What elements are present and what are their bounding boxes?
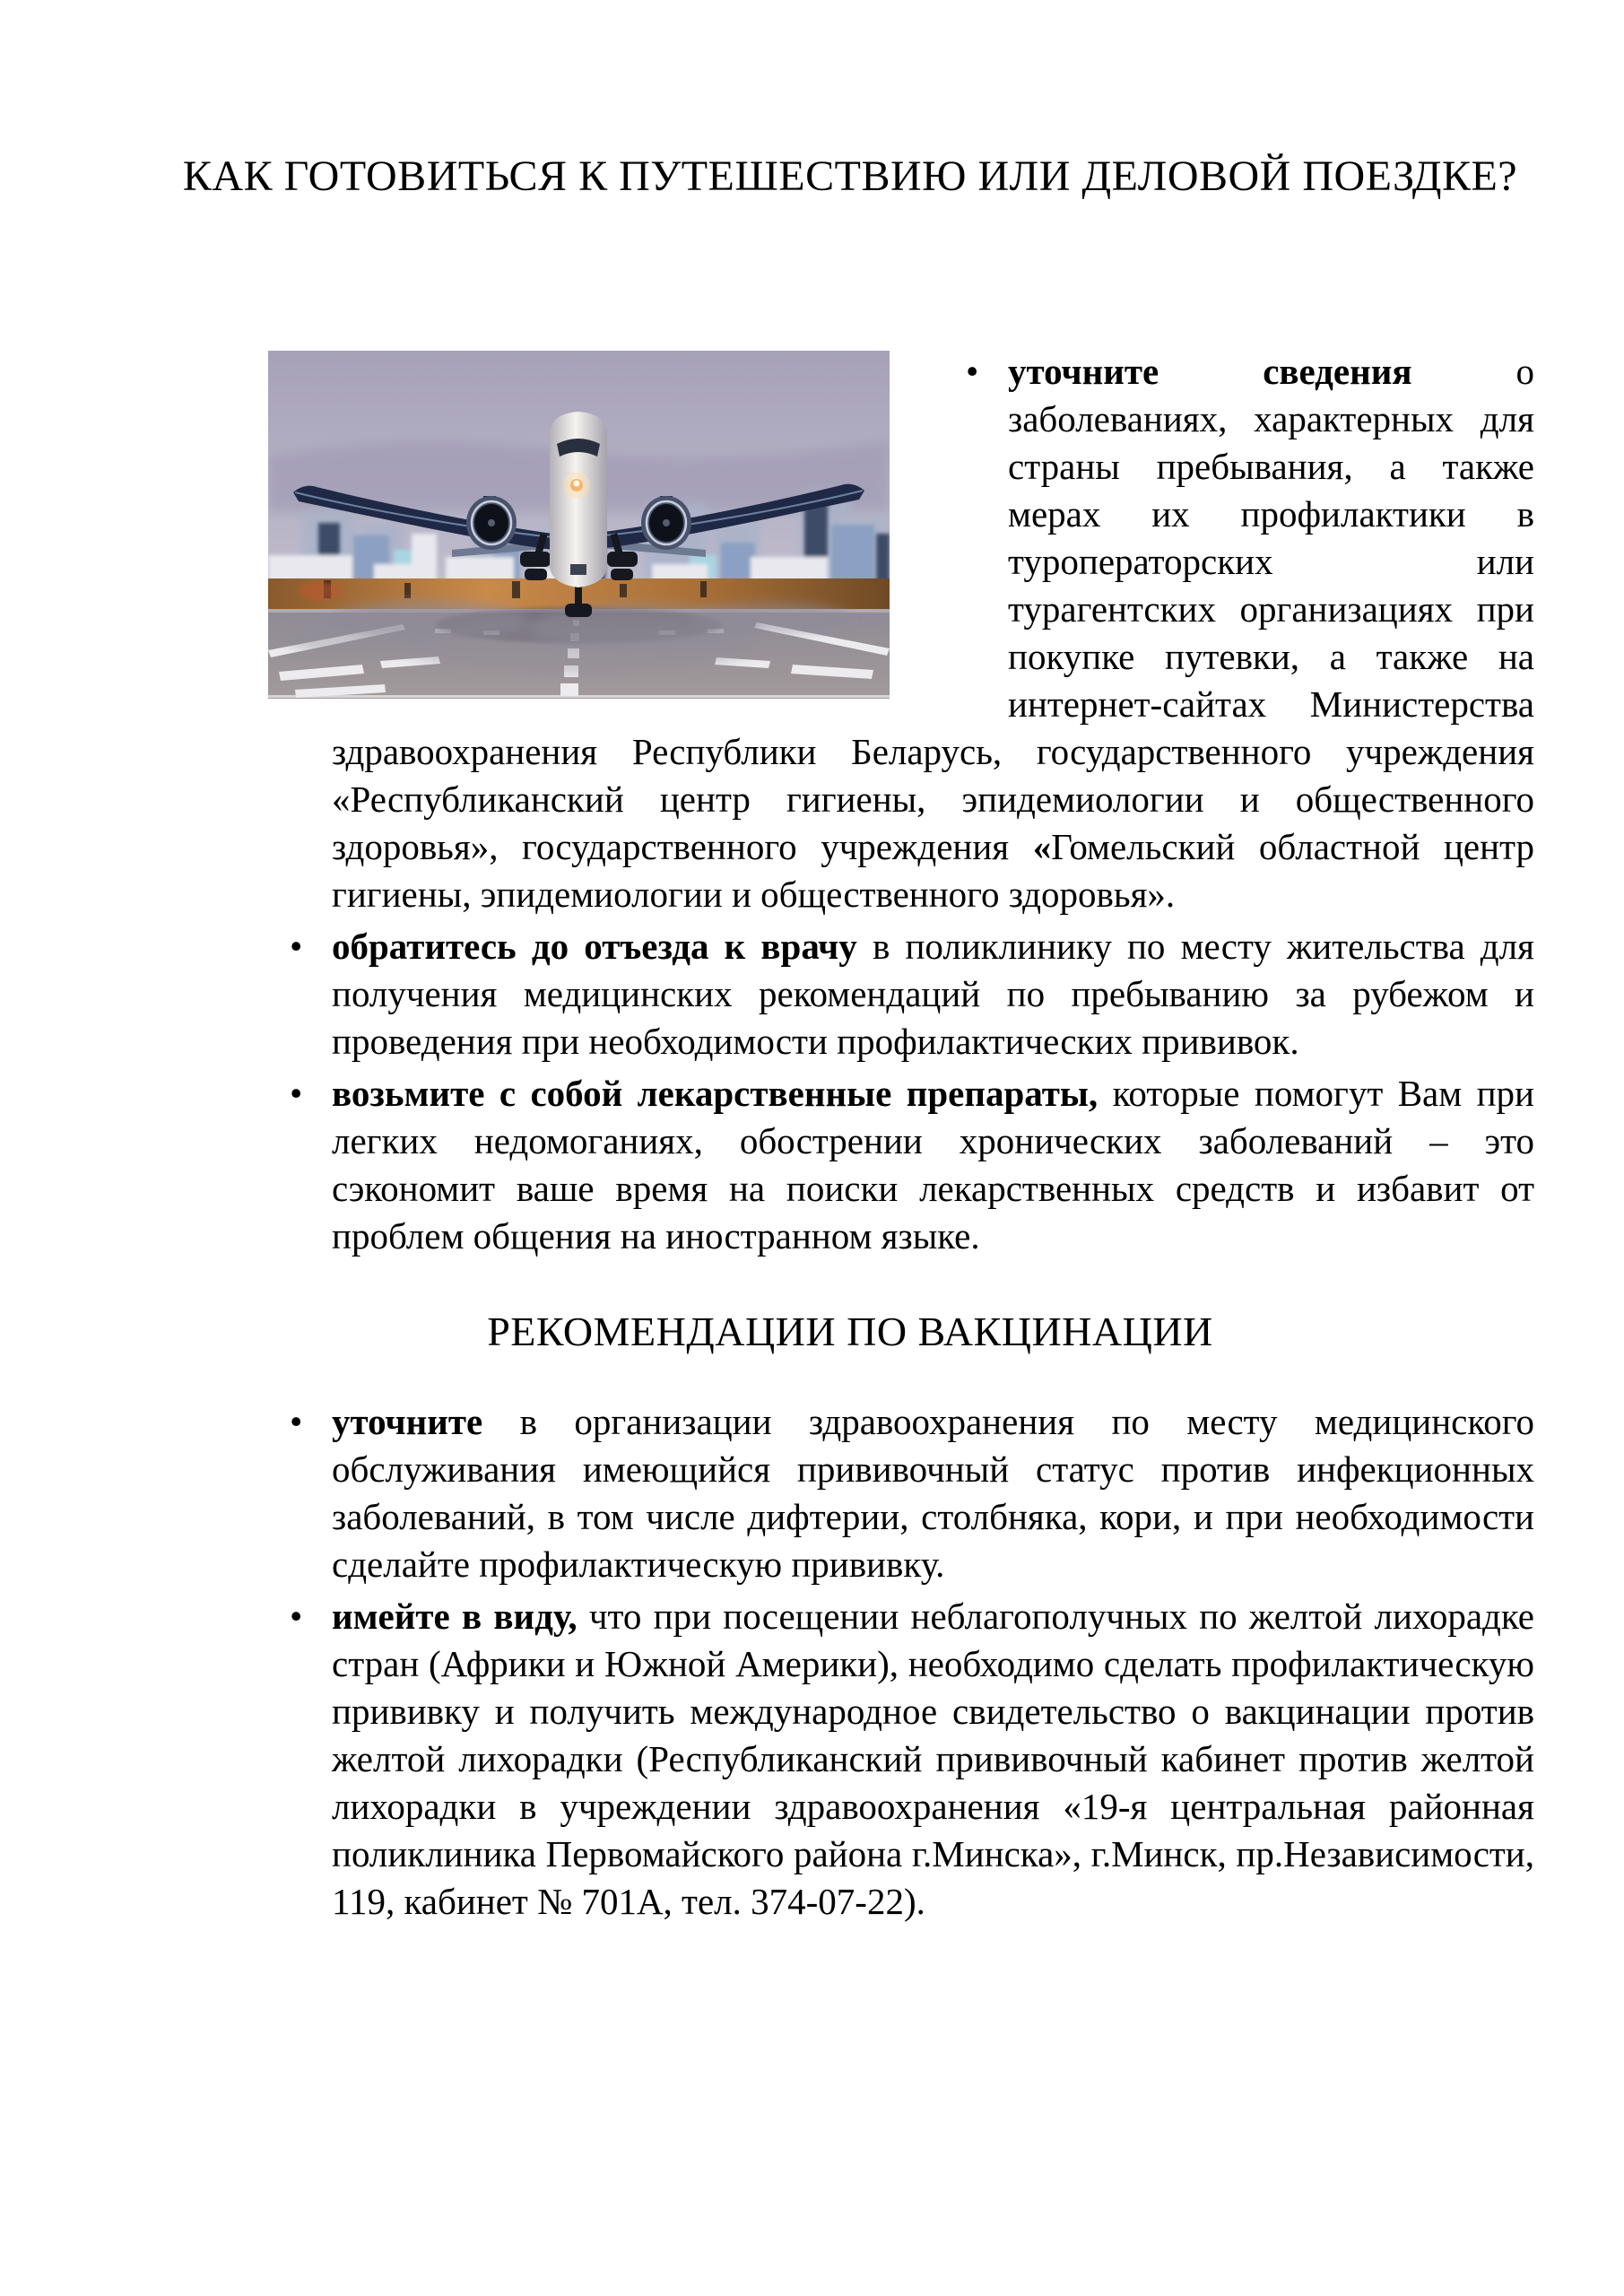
travel-bullet-list [166, 348, 1534, 1260]
runway-bottom-line [268, 695, 890, 698]
bullet-text: Гомельский областной центр гигиены, эпидемиологии и общественного здоровья». [332, 826, 1534, 915]
bullet-marker: • [290, 926, 303, 967]
left-gear-wheels [520, 552, 551, 567]
post [404, 583, 411, 598]
bullet-lead: обратитесь до отъезда к врачу [332, 926, 857, 967]
bullet-lead: уточните [332, 1401, 483, 1442]
bullet-item-yellow-fever [166, 1593, 1534, 1926]
bullet-item-take-medicines [166, 1070, 1534, 1260]
right-gear-wheels-lower [611, 569, 633, 580]
fuselage [550, 412, 607, 587]
bullet-text: в поликлинику по месту жительства для получения медицинских рекомендаций по пребыванию за рубежом и проведения при необходимости профилактических прививок. [332, 926, 1534, 1062]
bullet-text: которые помогут Вам при легких недомоганиях, обострении хронических заболеваний – это сэкономит ваше время на поиски лекарственных средств и избавит от проблем общения на иностранном языке. [332, 1073, 1534, 1257]
right-gear-wheels [607, 552, 638, 567]
bullet-lead: уточните сведения [1008, 351, 1412, 392]
vaccination-heading: РЕКОМЕНДАЦИИ ПО ВАКЦИНАЦИИ [487, 1309, 1213, 1354]
post [620, 584, 627, 597]
smoke-puff [277, 618, 439, 654]
bullet-item-see-doctor [166, 923, 1534, 1065]
bullet-marker: • [966, 351, 979, 392]
post [512, 581, 520, 598]
runway-edge-light [299, 582, 342, 600]
smoke-puff [690, 602, 851, 634]
gear-bay [570, 564, 586, 575]
left-engine-hub [488, 519, 495, 526]
nose-gear-wheels [565, 604, 592, 617]
smoke-puff [399, 620, 758, 674]
right-engine-hub [663, 519, 670, 526]
bullet-marker: • [290, 1073, 303, 1114]
bullet-text: что при посещении неблагополучных по желтой лихорадке стран (Африки и Южной Америки), необходимо сделать профилактическую прививку и получить международное свидетельство о вакцинации против желтой лихорадки (Республиканский прививочный кабинет против желтой лихорадки в учреждении здравоохранения «19-я центральная районная поликлиника Первомайского района г.Минска», г.Минск, пр.Независимости, 119, кабинет № 701А, тел. 374-07-22). [332, 1596, 1534, 1922]
vaccination-bullet-list [166, 1398, 1534, 1926]
airplane-photo-svg [268, 351, 890, 699]
bullet-item-travel-info [166, 348, 1534, 918]
bullet-marker: • [290, 1596, 303, 1637]
bullet-lead: возьмите с собой лекарственные препараты, [332, 1073, 1099, 1114]
post [700, 581, 707, 597]
left-gear-wheels-lower [525, 569, 547, 580]
page-title: КАК ГОТОВИТЬСЯ К ПУТЕШЕСТВИЮ ИЛИ ДЕЛОВОЙ ПОЕЗДКЕ? [182, 152, 1518, 200]
bullet-text: в организации здравоохранения по месту медицинского обслуживания имеющийся прививочный статус против инфекционных заболеваний, в том числе дифтерии, столбняка, кори, и при необходимости сделайте профилактическую прививку. [332, 1401, 1534, 1585]
airplane-takeoff-photo [268, 351, 890, 699]
bullet-text: о заболеваниях, характерных для страны пребывания, а также мерах их профилактики в туроператорских или турагентских организациях при покупке путевки, а также на интернет-сайтах Министерства здравоохранения Республики Беларусь, государственного учреждения «Республиканский центр гигиены, эпидемиологии и общественного здоровья», государственного учреждения [332, 351, 1535, 867]
landing-light-core [574, 481, 580, 487]
centerline-dash [560, 683, 578, 696]
bullet-lead: имейте в виду, [332, 1596, 578, 1637]
bullet-item-check-status [166, 1398, 1534, 1588]
bullet-marker: • [290, 1401, 303, 1442]
bold-quote-mark: « [1032, 826, 1052, 867]
